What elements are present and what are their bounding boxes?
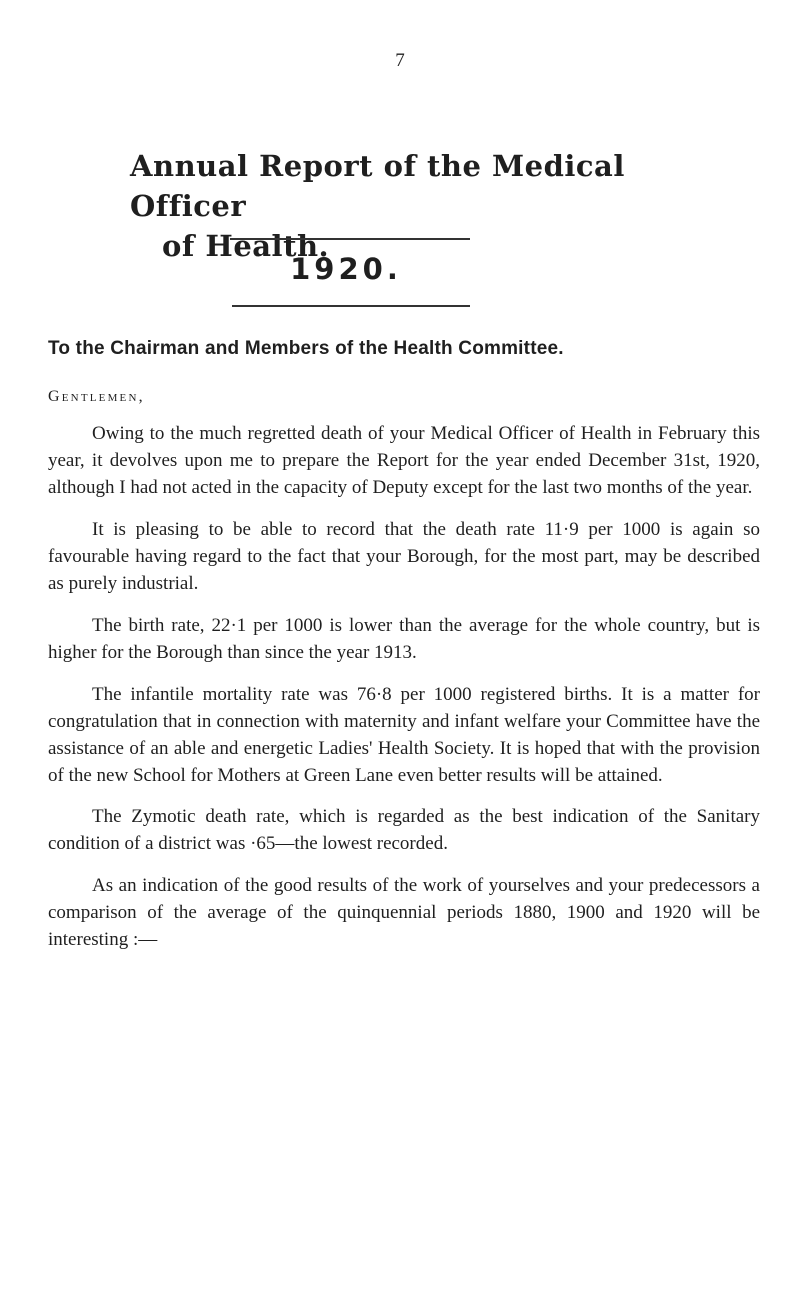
report-title-line-2: of Health. xyxy=(162,229,330,263)
salutation: Gentlemen, xyxy=(48,388,145,405)
top-rule xyxy=(230,238,470,240)
report-title-line-1: Annual Report of the Medical Officer xyxy=(130,149,625,223)
paragraph-6: As an indication of the good results of the work of yourselves and your predecessors a comparison of the average of the quinquennial periods 1880, 1900 and 1920 will be interesting :— xyxy=(48,875,760,950)
paragraph-2: It is pleasing to be able to record that the death rate 11·9 per 1000 is again so favourable having regard to the fact that your Borough, for the most part, may be described as purely industrial. xyxy=(48,519,760,594)
report-title xyxy=(130,146,690,266)
paragraph-1: Owing to the much regretted death of your Medical Officer of Health in February this year, it devolves upon me to prepare the Report for the year ended December 31st, 1920, although I had not acted in the capacity of Deputy except for the last two months of the year. xyxy=(48,423,760,498)
page-number: 7 xyxy=(395,50,405,71)
letter-body xyxy=(48,420,760,953)
paragraph-5: The Zymotic death rate, which is regarded as the best indication of the Sanitary condition of a district was ·65—the lowest recorded. xyxy=(48,806,760,854)
paragraph-3: The birth rate, 22·1 per 1000 is lower than the average for the whole country, but is higher for the Borough than since the year 1913. xyxy=(48,615,760,663)
report-year: 1920. xyxy=(290,252,402,286)
paragraph-4: The infantile mortality rate was 76·8 per 1000 registered births. It is a matter for congratulation that in connection with maternity and infant welfare your Committee have the assistance of an able and energetic Ladies' Health Society. It is hoped that with the provision of the new School for Mothers at Green Lane even better results will be attained. xyxy=(48,684,760,786)
bottom-rule xyxy=(232,305,470,307)
address-heading: To the Chairman and Members of the Health Committee. xyxy=(48,338,564,359)
